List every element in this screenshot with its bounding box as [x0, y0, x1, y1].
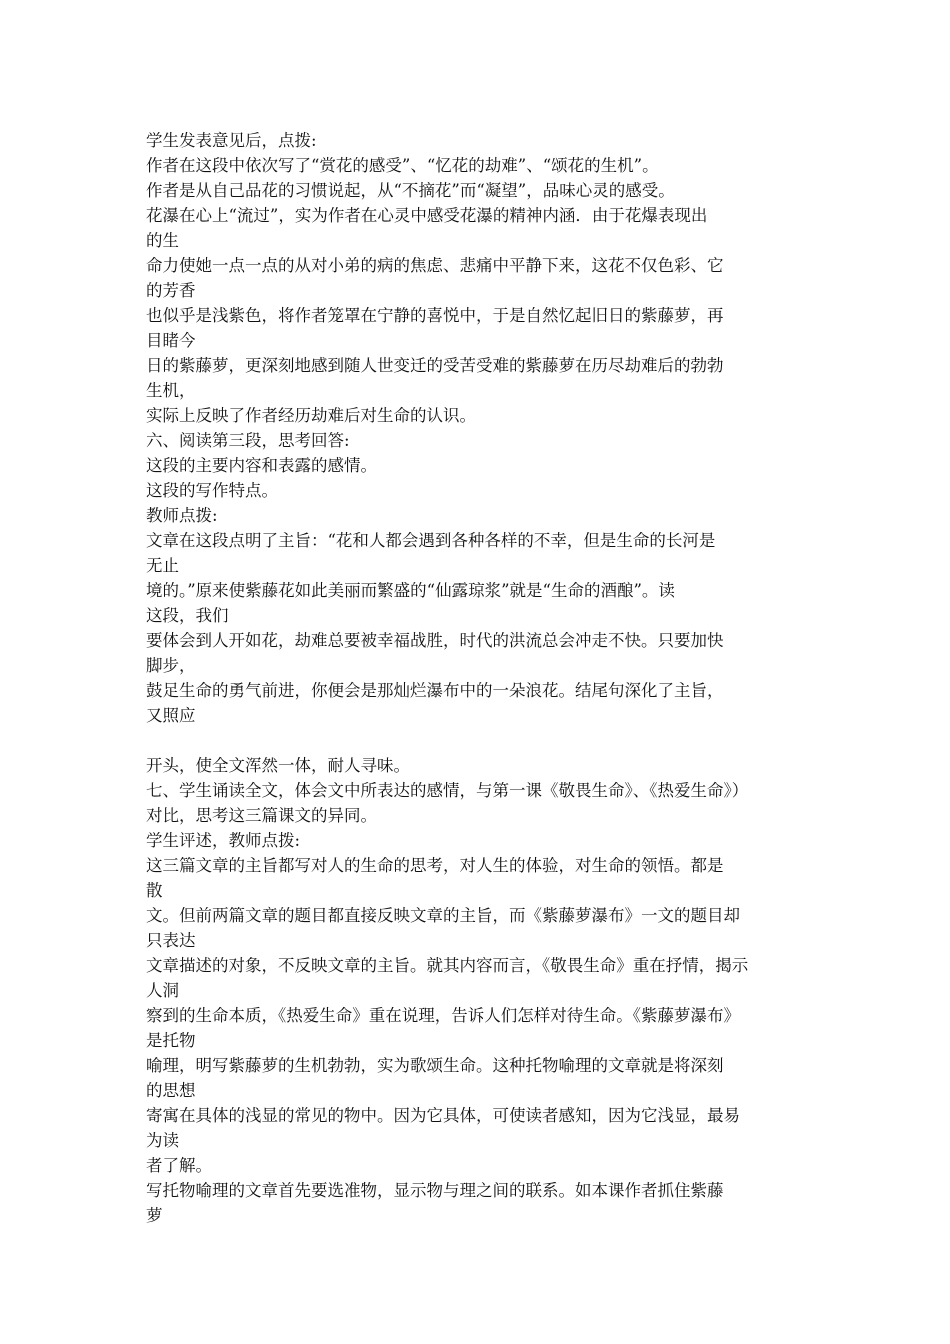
text-line: 日的紫藤萝，更深刻地感到随人世变迁的受苦受难的紫藤萝在历尽劫难后的勃勃: [146, 356, 724, 375]
text-line: 文。但前两篇文章的题目都直接反映文章的主旨，而《紫藤萝瀑布》一文的题目却: [146, 906, 740, 925]
text-line: 脚步，: [146, 656, 196, 675]
text-line: 文章在这段点明了主旨：“花和人都会遇到各种各样的不幸，但是生命的长河是: [146, 531, 716, 550]
text-line: 生机，: [146, 381, 196, 400]
text-line: 是托物: [146, 1031, 196, 1050]
text-line: 学生发表意见后，点拨:: [146, 131, 317, 150]
text-line: 命力使她一点一点的从对小弟的病的焦虑、悲痛中平静下来，这花不仅色彩、它: [146, 256, 724, 275]
text-line: 文章描述的对象，不反映文章的主旨。就其内容而言，《敬畏生命》重在抒情，揭示: [146, 956, 749, 975]
text-line: 这段的主要内容和表露的感情。: [146, 456, 377, 475]
text-line: 的芳香: [146, 281, 196, 300]
text-line: 七、学生诵读全文，体会文中所表达的感情，与第一课《敬畏生命》、《热爱生命》）: [146, 781, 749, 800]
text-line: 实际上反映了作者经历劫难后对生命的认识。: [146, 406, 476, 425]
text-line: 六、阅读第三段，思考回答:: [146, 431, 350, 450]
text-line: 境的。”原来使紫藤花如此美丽而繁盛的“仙露琼浆”就是“生命的酒酿”。读: [146, 581, 675, 600]
text-line: 喻理，明写紫藤萝的生机勃勃，实为歌颂生命。这种托物喻理的文章就是将深刻: [146, 1056, 724, 1075]
text-line: 作者是从自己品花的习惯说起，从“不摘花”而“凝望”，品味心灵的感受。: [146, 181, 675, 200]
text-line: 学生评述，教师点拨:: [146, 831, 301, 850]
text-line: 的思想: [146, 1081, 196, 1100]
text-line: 察到的生命本质，《热爱生命》重在说理，告诉人们怎样对待生命。《紫藤萝瀑布》: [146, 1006, 740, 1025]
text-line: 者了解。: [146, 1156, 212, 1175]
text-line: 这三篇文章的主旨都写对人的生命的思考，对人生的体验，对生命的领悟。都是: [146, 856, 724, 875]
text-line: 人洞: [146, 981, 179, 1000]
text-line: 萝: [146, 1206, 163, 1225]
text-line: 写托物喻理的文章首先要选准物，显示物与理之间的联系。如本课作者抓住紫藤: [146, 1181, 724, 1200]
text-line: 只表达: [146, 931, 196, 950]
text-line: 对比，思考这三篇课文的异同。: [146, 806, 377, 825]
text-line: 无止: [146, 556, 179, 575]
text-line: 这段的写作特点。: [146, 481, 278, 500]
text-line: 鼓足生命的勇气前进，你便会是那灿烂瀑布中的一朵浪花。结尾句深化了主旨，: [146, 681, 724, 700]
text-line: 寄寓在具体的浅显的常见的物中。因为它具体，可使读者感知，因为它浅显，最易: [146, 1106, 740, 1125]
text-line: 花瀑在心上“流过”，实为作者在心灵中感受花瀑的精神内涵．由于花爆表现出: [146, 206, 708, 225]
text-line: 的生: [146, 231, 179, 250]
text-line: 也似乎是浅紫色，将作者笼罩在宁静的喜悦中，于是自然忆起旧日的紫藤萝，再: [146, 306, 724, 325]
text-line: 教师点拨:: [146, 506, 218, 525]
text-line: 散: [146, 881, 163, 900]
text-line: 目睹今: [146, 331, 196, 350]
text-line: 为读: [146, 1131, 179, 1150]
text-line: 又照应: [146, 706, 196, 725]
blank-line: [146, 728, 816, 753]
text-line: 要体会到人开如花，劫难总要被幸福战胜，时代的洪流总会冲走不快。只要加快: [146, 631, 724, 650]
text-line: 这段，我们: [146, 606, 229, 625]
text-line: 作者在这段中依次写了“赏花的感受”、“忆花的劫难”、“颂花的生机”。: [146, 156, 659, 175]
text-line: 开头，使全文浑然一体，耐人寻味。: [146, 756, 410, 775]
document-body: [146, 128, 816, 1228]
